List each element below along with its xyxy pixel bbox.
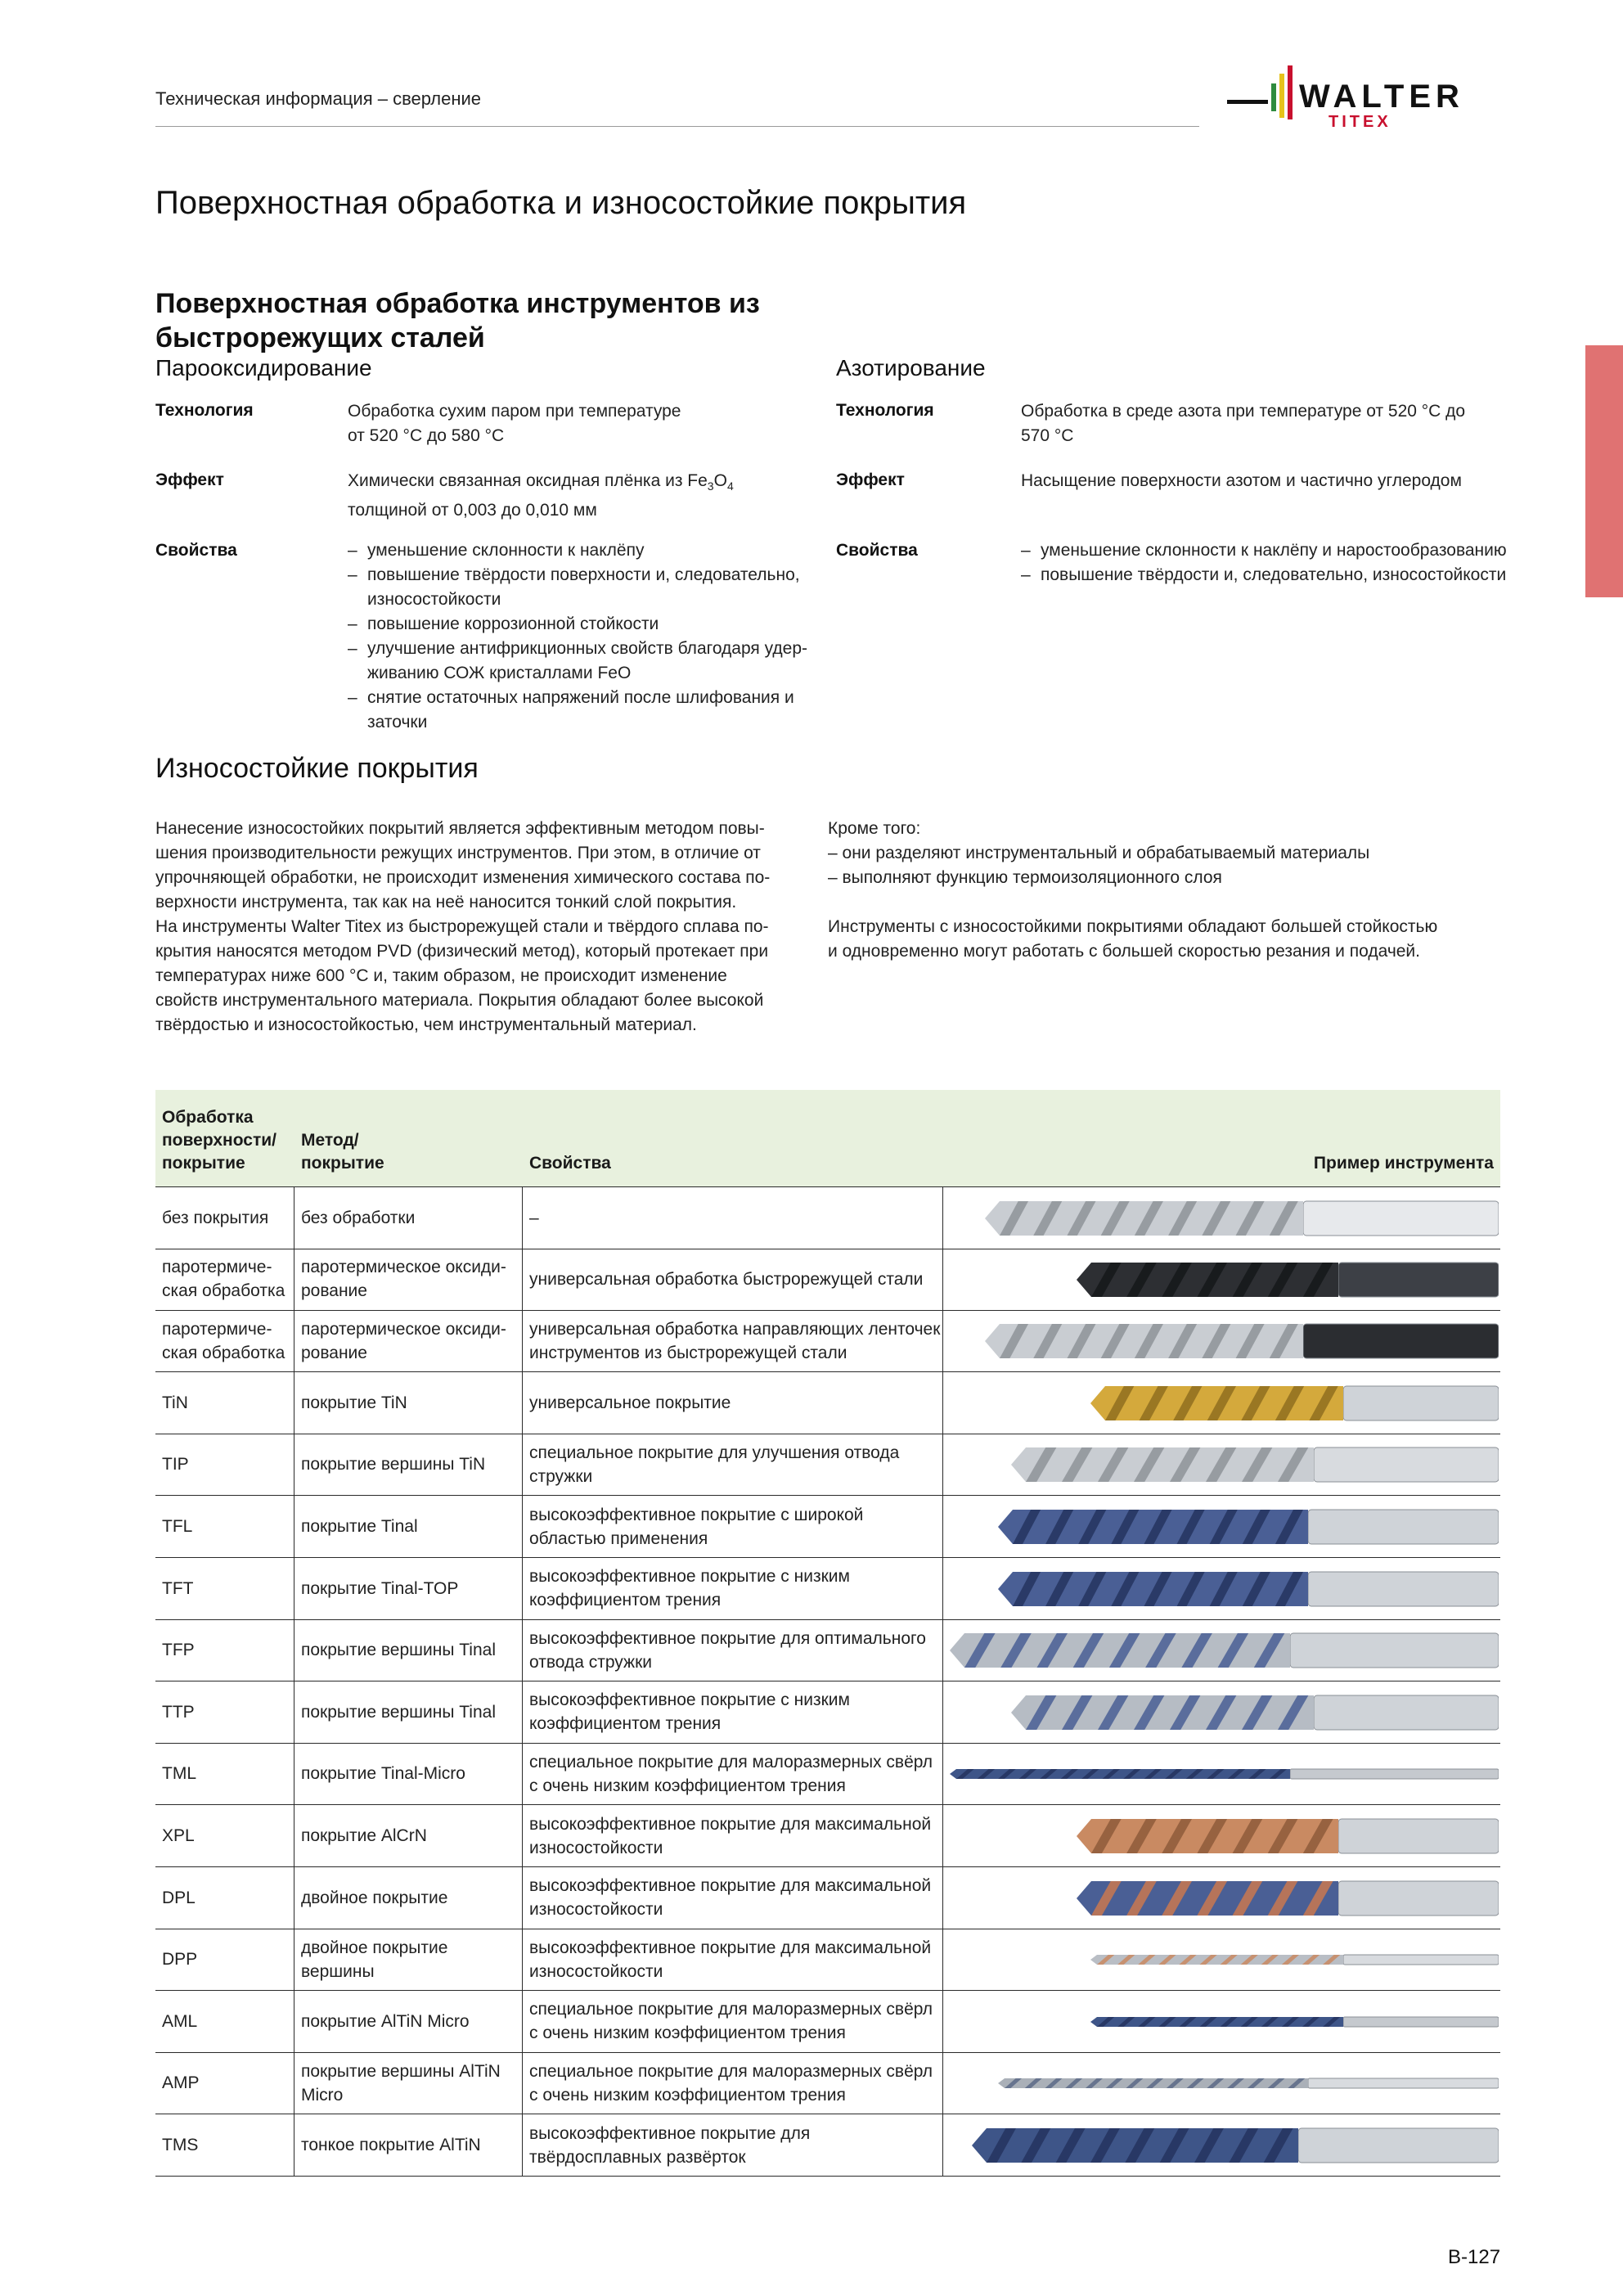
effect-text: Химически связанная оксидная плёнка из $Fe_3O_4$ толщиной от 0,003 до 0,010 мм — [348, 471, 734, 520]
coatings-title: Износостойкие покрытия — [155, 753, 479, 784]
drill-image — [985, 1322, 1499, 1360]
properties-label: Свойства — [155, 541, 237, 560]
table-row — [155, 1186, 1500, 1249]
logo-bar — [1288, 65, 1293, 119]
running-header: Техническая информация – сверление — [155, 88, 481, 109]
coating-properties: специальное покрытие для улучшения отвода стружки — [523, 1434, 943, 1495]
list-item: – уменьшение склонности к наклёпу — [348, 538, 820, 563]
coating-code: без покрытия — [155, 1187, 294, 1249]
logo-word: WALTER — [1299, 79, 1464, 115]
coating-method: покрытие вершины Tinal — [294, 1619, 523, 1681]
table-row — [155, 1867, 1500, 1929]
coating-code: AML — [155, 1991, 294, 2052]
drill-image — [1077, 1817, 1499, 1855]
coating-code: TMS — [155, 2114, 294, 2176]
coating-method: двойное покрытие вершины — [294, 1929, 523, 1990]
coating-code: паротермическая обработка — [155, 1249, 294, 1310]
tool-example — [943, 2114, 1500, 2176]
drill-image — [1090, 1384, 1499, 1422]
table-row — [155, 1991, 1500, 2053]
drill-image — [950, 1632, 1499, 1669]
page-number: B-127 — [1448, 2246, 1501, 2268]
tool-example — [943, 1310, 1500, 1371]
technology-label: Технология — [155, 401, 254, 420]
section-tab — [1585, 345, 1623, 597]
tool-example — [943, 1743, 1500, 1804]
coating-properties: универсальное покрытие — [523, 1372, 943, 1434]
header-col-example: Пример инструмента — [1313, 1154, 1494, 1173]
logo-dash — [1227, 100, 1268, 104]
coating-method: покрытие TiN — [294, 1372, 523, 1434]
coating-properties: – — [523, 1187, 943, 1249]
coating-code: DPP — [155, 1929, 294, 1990]
list-item: – улучшение антифрикционных свойств благодаря удерживанию СОЖ кристаллами FeO — [348, 637, 820, 686]
coating-code: DPL — [155, 1867, 294, 1929]
tool-example — [943, 1496, 1500, 1557]
list-item: – повышение коррозионной стойкости — [348, 612, 820, 637]
table-row — [155, 1681, 1500, 1744]
coating-method: паротермическое оксидирование — [294, 1249, 523, 1310]
list-item: – снятие остаточных напряжений после шлифования и заточки — [348, 686, 820, 735]
coating-properties: высокоэффективное покрытие с широкой областью применения — [523, 1496, 943, 1557]
table-row — [155, 1743, 1500, 1805]
page-title: Поверхностная обработка и износостойкие покрытия — [155, 185, 967, 221]
properties-list — [1021, 538, 1528, 588]
drill-image — [1077, 1880, 1499, 1917]
table-row — [155, 1619, 1500, 1681]
table-row — [155, 1372, 1500, 1434]
coating-method: тонкое покрытие AlTiN — [294, 2114, 523, 2176]
tool-example — [943, 1187, 1500, 1249]
tool-example — [943, 1249, 1500, 1310]
coating-code: XPL — [155, 1805, 294, 1866]
coating-properties: высокоэффективное покрытие с низким коэффициентом трения — [523, 1558, 943, 1619]
coating-method: покрытие Tinal-Micro — [294, 1743, 523, 1804]
tool-example — [943, 1434, 1500, 1495]
logo-bar — [1279, 74, 1284, 118]
drill-image — [998, 1508, 1499, 1546]
coating-properties: универсальная обработка направляющих ленточек инструментов из быстрорежущей стали — [523, 1310, 943, 1371]
coating-method: двойное покрытие — [294, 1867, 523, 1929]
list-item: – повышение твёрдости поверхности и, следовательно, износостойкости — [348, 563, 820, 612]
coating-properties: универсальная обработка быстрорежущей стали — [523, 1249, 943, 1310]
coating-method: покрытие вершины AlTiN Micro — [294, 2052, 523, 2114]
coating-properties: специальное покрытие для малоразмерных свёрл с очень низким коэффициентом трения — [523, 1743, 943, 1804]
list-item: – повышение твёрдости и, следовательно, износостойкости — [1021, 563, 1528, 588]
tool-example — [943, 1558, 1500, 1619]
header-col-properties: Свойства — [529, 1154, 611, 1173]
table-header — [155, 1090, 1500, 1186]
nitriding-title: Азотирование — [836, 355, 986, 380]
drill-image — [1077, 1261, 1499, 1299]
coating-method: покрытие Tinal — [294, 1496, 523, 1557]
table-row — [155, 2114, 1500, 2177]
table-row — [155, 1805, 1500, 1867]
list-item: – уменьшение склонности к наклёпу и наростообразованию — [1021, 538, 1528, 563]
coating-code: TML — [155, 1743, 294, 1804]
drill-image — [1090, 2015, 1499, 2028]
coating-properties: высокоэффективное покрытие с низким коэффициентом трения — [523, 1681, 943, 1743]
coating-code: TiN — [155, 1372, 294, 1434]
technology-text: Обработка сухим паром при температуре от 520 °C до 580 °C — [348, 402, 681, 445]
tool-example — [943, 1867, 1500, 1929]
tool-example — [943, 1372, 1500, 1434]
coating-properties: высокоэффективное покрытие для максимальной износостойкости — [523, 1805, 943, 1866]
logo-subword: TITEX — [1329, 113, 1391, 131]
tool-example — [943, 1805, 1500, 1866]
coating-properties: специальное покрытие для малоразмерных свёрл с очень низким коэффициентом трения — [523, 2052, 943, 2114]
coating-code: TIP — [155, 1434, 294, 1495]
table-row — [155, 1310, 1500, 1372]
coating-method: покрытие AlTiN Micro — [294, 1991, 523, 2052]
logo-bar — [1271, 83, 1276, 111]
coating-method: без обработки — [294, 1187, 523, 1249]
hss-section-title: Поверхностная обработка инструментов из быстрорежущих сталей — [155, 288, 760, 353]
coating-method: покрытие вершины TiN — [294, 1434, 523, 1495]
coating-code: TFP — [155, 1619, 294, 1681]
coating-method: покрытие вершины Tinal — [294, 1681, 523, 1743]
effect-label: Эффект — [155, 470, 224, 489]
table-row — [155, 1558, 1500, 1620]
table-row — [155, 1434, 1500, 1496]
drill-image — [950, 1767, 1499, 1781]
table-row — [155, 1249, 1500, 1311]
tool-example — [943, 1929, 1500, 1990]
drill-image — [985, 1200, 1499, 1237]
coating-code: AMP — [155, 2052, 294, 2114]
header-col-treatment: Обработка поверхности/ покрытие — [162, 1108, 276, 1173]
effect-text: Насыщение поверхности азотом и частично углеродом — [1021, 471, 1462, 490]
coating-properties: высокоэффективное покрытие для максимальной износостойкости — [523, 1929, 943, 1990]
tool-example — [943, 1991, 1500, 2052]
properties-list — [348, 538, 820, 735]
drill-image — [998, 2077, 1499, 2090]
table-row — [155, 1496, 1500, 1558]
coating-code: паротермическая обработка — [155, 1310, 294, 1371]
coating-code: TFL — [155, 1496, 294, 1557]
coating-properties: высокоэффективное покрытие для оптимального отвода стружки — [523, 1619, 943, 1681]
coatings-paragraph-right: Кроме того: – они разделяют инструментальный и обрабатываемый материалы – выполняют функцию термоизоляционного слоя Инструменты с износостойкими покрытиями обладают большей стойкостью и одновременно могут работать с большей скоростью резания и подачей. — [828, 819, 1438, 961]
header-col-method: Метод/ покрытие — [301, 1131, 384, 1173]
header-rule — [155, 126, 1199, 127]
technology-label: Технология — [836, 401, 934, 420]
walter-titex-logo — [1227, 59, 1505, 133]
coating-properties: высокоэффективное покрытие для максимальной износостойкости — [523, 1867, 943, 1929]
coatings-paragraph-left: Нанесение износостойких покрытий является эффективным методом повы- шения производительности режущих инструментов. При этом, в отличие от упрочняющей обработки, не происходит изменения химического состава по- верхности инструмента, так как на неё наносится тонкий слой покрытия. На инструменты Walter Titex из быстрорежущей стали и твёрдого сплава по- крытия наносятся методом PVD (физический метод), который протекает при температурах ниже 600 °C и, таким образом, не происходит изменение свойств инструментального материала. Покрытия обладают более высокой твёрдостью и износостойкостью, чем инструментальный материал. — [155, 819, 771, 1034]
coating-method: покрытие AlCrN — [294, 1805, 523, 1866]
coating-code: TFT — [155, 1558, 294, 1619]
tool-example — [943, 2052, 1500, 2114]
drill-image — [1011, 1694, 1499, 1731]
drill-image — [972, 2127, 1499, 2164]
coating-method: паротермическое оксидирование — [294, 1310, 523, 1371]
table-row — [155, 2052, 1500, 2114]
drill-image — [998, 1570, 1499, 1608]
coating-method: покрытие Tinal-TOP — [294, 1558, 523, 1619]
coating-properties: специальное покрытие для малоразмерных свёрл с очень низким коэффициентом трения — [523, 1991, 943, 2052]
tool-example — [943, 1681, 1500, 1743]
coating-properties: высокоэффективное покрытие для твёрдосплавных развёрток — [523, 2114, 943, 2176]
coating-code: TTP — [155, 1681, 294, 1743]
technology-text: Обработка в среде азота при температуре от 520 °C до 570 °C — [1021, 402, 1466, 445]
drill-image — [1090, 1953, 1499, 1966]
properties-label: Свойства — [836, 541, 918, 560]
effect-label: Эффект — [836, 470, 905, 489]
table-row — [155, 1929, 1500, 1991]
drill-image — [1011, 1446, 1499, 1483]
tool-example — [943, 1619, 1500, 1681]
steam-oxidation-title: Парооксидирование — [155, 355, 372, 380]
